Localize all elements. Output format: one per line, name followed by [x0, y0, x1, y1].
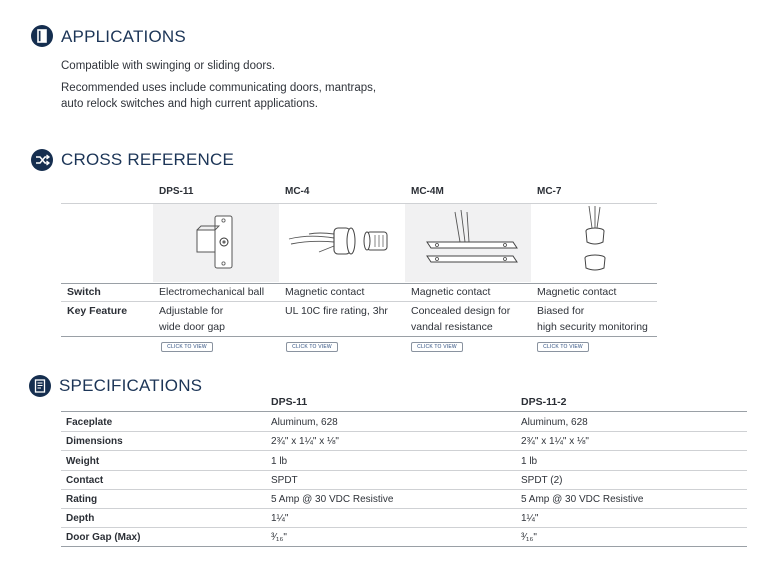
spec-value: 2¾" x 1¼" x ⅛" [521, 436, 589, 447]
table-rule [61, 301, 657, 302]
row-label-switch: Switch [67, 286, 101, 298]
spec-value: 1 lb [271, 456, 288, 467]
spec-value: Aluminum, 628 [521, 417, 588, 428]
row-label-key-feature: Key Feature [67, 305, 128, 317]
switch-cell: Magnetic contact [285, 286, 365, 298]
spec-value: SPDT (2) [521, 475, 563, 486]
product-image-mc-7 [531, 204, 657, 282]
spec-value: ³⁄₁₆" [271, 532, 287, 543]
applications-line: Compatible with swinging or sliding doors. [61, 60, 276, 72]
cross-reference-title: CROSS REFERENCE [61, 150, 235, 169]
feature-cell: UL 10C fire rating, 3hr [285, 305, 388, 317]
table-rule [61, 546, 747, 547]
spec-value: 5 Amp @ 30 VDC Resistive [271, 494, 394, 505]
spec-sheet-icon [29, 375, 51, 397]
spec-label: Rating [66, 494, 98, 505]
table-rule [61, 508, 747, 509]
click-to-view-button[interactable]: CLICK TO VIEW [537, 342, 589, 352]
spec-value: 1¼" [271, 513, 289, 524]
feature-cell: Adjustable for [159, 305, 224, 317]
product-image-dps-11 [153, 204, 279, 282]
spec-label: Door Gap (Max) [66, 532, 141, 543]
feature-cell: Biased for [537, 305, 585, 317]
click-to-view-button[interactable]: CLICK TO VIEW [161, 342, 213, 352]
door-icon [31, 25, 53, 47]
spec-value: 1¼" [521, 513, 539, 524]
table-rule [61, 431, 747, 432]
feature-cell: wide door gap [159, 321, 225, 333]
switch-cell: Magnetic contact [537, 286, 617, 298]
spec-label: Weight [66, 456, 100, 467]
spec-label: Contact [66, 475, 104, 486]
table-rule [61, 336, 657, 337]
applications-line: Recommended uses include communicating doors, mantraps, [61, 82, 377, 94]
spec-label: Dimensions [66, 436, 123, 447]
table-rule [61, 470, 747, 471]
cross-reference-icon [31, 149, 53, 171]
product-name: DPS-11 [159, 186, 194, 197]
product-name: MC-7 [537, 186, 562, 197]
product-image-mc-4 [279, 204, 405, 282]
spec-label: Faceplate [66, 417, 113, 428]
specifications-title: SPECIFICATIONS [59, 376, 203, 395]
feature-cell: vandal resistance [411, 321, 493, 333]
spec-value: SPDT [271, 475, 298, 486]
feature-cell: high security monitoring [537, 321, 648, 333]
spec-value: 5 Amp @ 30 VDC Resistive [521, 494, 644, 505]
product-name: MC-4 [285, 186, 310, 197]
switch-cell: Magnetic contact [411, 286, 491, 298]
click-to-view-button[interactable]: CLICK TO VIEW [286, 342, 338, 352]
spec-value: ³⁄₁₆" [521, 532, 537, 543]
switch-cell: Electromechanical ball [159, 286, 265, 298]
product-image-mc-4m [405, 204, 531, 282]
spec-value: 1 lb [521, 456, 538, 467]
table-rule [61, 411, 747, 412]
spec-value: 2¾" x 1¼" x ⅛" [271, 436, 339, 447]
table-rule [61, 527, 747, 528]
table-rule [61, 450, 747, 451]
spec-label: Depth [66, 513, 95, 524]
applications-title: APPLICATIONS [61, 27, 186, 46]
applications-line: auto relock switches and high current applications. [61, 98, 318, 110]
spec-column-header: DPS-11-2 [521, 396, 567, 408]
spec-value: Aluminum, 628 [271, 417, 338, 428]
table-rule [61, 489, 747, 490]
feature-cell: Concealed design for [411, 305, 511, 317]
product-name: MC-4M [411, 186, 444, 197]
spec-column-header: DPS-11 [271, 396, 308, 408]
click-to-view-button[interactable]: CLICK TO VIEW [411, 342, 463, 352]
